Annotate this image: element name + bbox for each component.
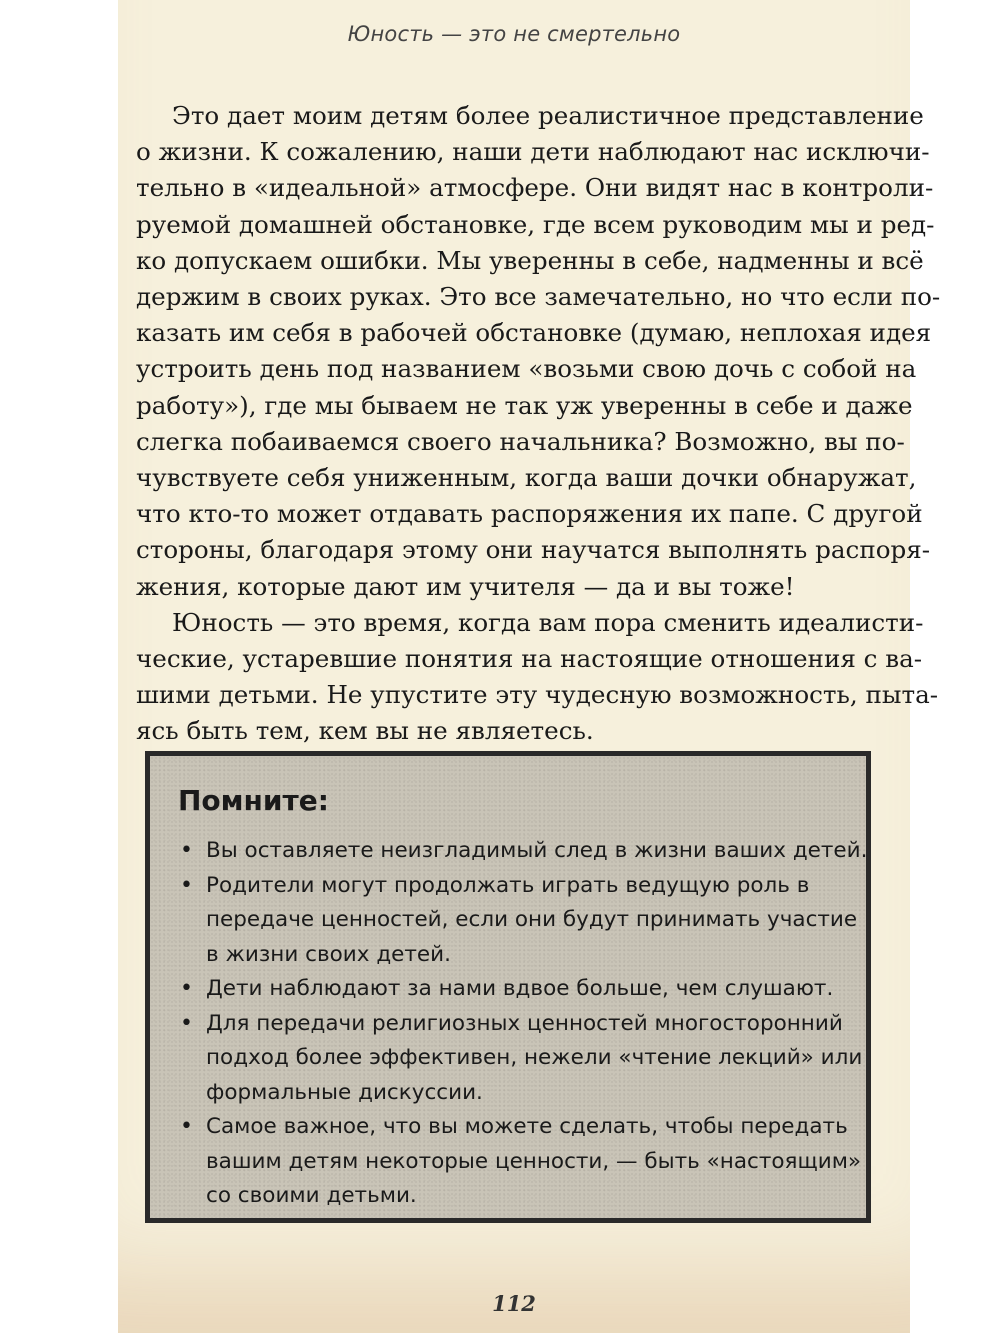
list-item-line: Для передачи религиозных ценностей многосторонний (206, 1010, 843, 1036)
remember-box-title: Помните: (178, 784, 329, 817)
text-line: стороны, благодаря этому они научатся выполнять распоря- (136, 535, 931, 565)
text-line: тельно в «идеальной» атмосфере. Они видят нас в контроли- (136, 173, 934, 203)
text-line: ясь быть тем, кем вы не являетесь. (136, 716, 594, 746)
list-item-line: формальные дискуссии. (206, 1079, 483, 1105)
list-item (178, 972, 858, 1007)
text-line: устроить день под названием «возьми свою дочь с собой на (136, 354, 917, 384)
bullet-icon: • (180, 1010, 193, 1036)
list-item (178, 869, 858, 973)
text-line: держим в своих руках. Это все замечательно, но что если по- (136, 282, 941, 312)
text-line: что кто-то может отдавать распоряжения их папе. С другой (136, 499, 923, 529)
text-line: Юность — это время, когда вам пора сменить идеалисти- (172, 607, 924, 637)
list-item-line: Дети наблюдают за нами вдвое больше, чем слушают. (206, 976, 834, 1001)
list-item-line: Родители могут продолжать играть ведущую роль в (206, 872, 810, 898)
list-item-line: Вы оставляете неизгладимый след в жизни ваших детей. (206, 838, 868, 863)
list-item-line: со своими детьми. (206, 1183, 417, 1208)
bullet-icon: • (180, 976, 193, 1001)
text-line: чувствуете себя униженным, когда ваши дочки обнаружат, (136, 463, 917, 493)
text-line: ко допускаем ошибки. Мы уверенны в себе, надменны и всё (136, 245, 924, 275)
bullet-icon: • (180, 838, 193, 863)
list-item (178, 1007, 863, 1111)
book-page (118, 0, 941, 1333)
bullet-icon: • (180, 872, 193, 898)
text-line: руемой домашней обстановке, где всем руководим мы и ред- (136, 209, 935, 239)
list-item (178, 834, 868, 869)
remember-box (145, 751, 871, 1223)
list-item-line: подход более эффективен, нежели «чтение лекций» или (206, 1045, 863, 1070)
text-line: работу»), где мы бываем не так уж уверенны в себе и даже (136, 390, 913, 420)
list-item-line: Самое важное, что вы можете сделать, чтобы передать (206, 1114, 848, 1139)
text-line: шими детьми. Не упустите эту чудесную возможность, пыта- (136, 680, 939, 710)
running-header: Юность — это не смертельно (347, 22, 681, 46)
remember-list (178, 834, 868, 1214)
text-line: жения, которые дают им учителя — да и вы тоже! (136, 571, 795, 601)
text-line: Это дает моим детям более реалистичное представление (172, 101, 924, 130)
list-item-line: вашим детям некоторые ценности, — быть «настоящим» (206, 1148, 862, 1174)
page-number: 112 (492, 1291, 536, 1316)
body-text (136, 98, 941, 750)
list-item-line: в жизни своих детей. (206, 941, 451, 967)
bullet-icon: • (180, 1114, 193, 1139)
text-line: ческие, устаревшие понятия на настоящие отношения с ва- (136, 644, 923, 674)
list-item-line: передаче ценностей, если они будут принимать участие (206, 907, 858, 932)
paragraph (136, 605, 939, 750)
list-item (178, 1110, 862, 1214)
text-line: о жизни. К сожалению, наши дети наблюдают нас исключи- (136, 137, 930, 167)
text-line: слегка побаиваемся своего начальника? Возможно, вы по- (136, 426, 905, 456)
paragraph (136, 98, 941, 605)
text-line: казать им себя в рабочей обстановке (думаю, неплохая идея (136, 318, 932, 348)
